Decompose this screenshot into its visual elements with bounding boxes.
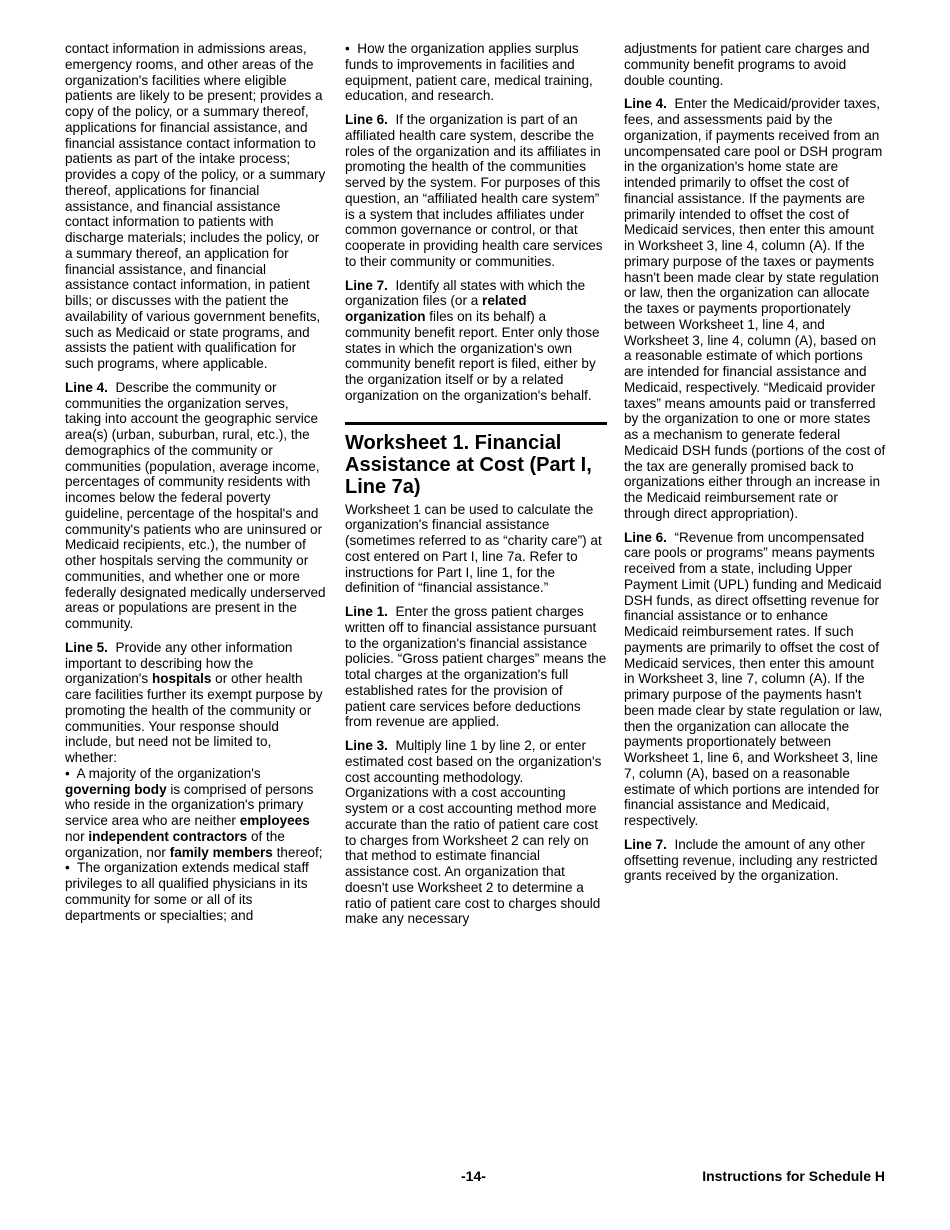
line-label: Line 7. — [345, 277, 388, 293]
line-label: Line 6. — [345, 112, 388, 127]
paragraph-continued: contact information in admissions areas, emergency rooms, and other areas of the organization's facilities where eligible patients are likely to be present; provides a copy of the policy, or a summary thereof, applications for financial assistance, and financial assistance contact information to patients as part of the intake process; provides a copy of the policy, or a summary thereof, applications for financial assistance, and financial assistance contact information to patients with discharge materials; includes the policy, or a summary thereof, an application for financial assistance, and financial assistance contact information, in patient bills; or discusses with the patient the availability of various government benefits, such as Medicaid or state programs, and assists the patient with qualification for such programs, where applicable. — [65, 41, 326, 371]
bullet-text: The organization extends medical staff privileges to all qualified physicians in its community for some or all of its departments or specialties; and — [65, 860, 309, 923]
line-text: Describe the community or communities the organization serves, taking into account the geographic service area(s) (urban, suburban, rural, etc.), the demographics of the community or communities (population, average income, percentages of community residents with incomes below the federal poverty guideline, percentage of the hospital's and community's patients who are uninsured or Medicaid recipients, etc.), the number of other hospitals serving the community or communities, and whether one or more federally designated medically underserved areas or populations are present in the community. — [65, 379, 326, 631]
line-label: Line 3. — [345, 738, 388, 753]
bullet-icon: • — [65, 860, 70, 876]
line-label: Line 5. — [65, 639, 108, 655]
paragraph-line-1 — [345, 604, 607, 730]
line-label: Line 4. — [624, 96, 667, 112]
paragraph-line-6 — [624, 530, 886, 829]
line-label: Line 7. — [624, 836, 667, 852]
paragraph-line-4 — [624, 96, 886, 521]
bullet-text: thereof; — [276, 844, 323, 860]
line-text: “Revenue from uncompensated care pools or programs” means payments received from a state, including Upper Payment Limit (UPL) funding and Medicaid DSH funds, as direct offsetting revenue for financial assistance or to enhance Medicaid reimbursement rates. If such payments are primarily to offset the cost of Medicaid services, then enter this amount in Worksheet 3, line 7, column (A). If the primary purpose of the payments hasn't been made clear by state regulation or law, then the organization can allocate the payments proportionately between Worksheet 1, line 6, and Worksheet 3, line 7, column (A), based on a reasonable estimate of which portions are intended for financial assistance and Medicaid, respectively. — [624, 529, 883, 828]
column-1 — [65, 41, 327, 931]
paragraph-line-3 — [345, 738, 607, 927]
bullet-icon: • — [65, 765, 70, 781]
document-title: Instructions for Schedule H — [702, 1168, 885, 1184]
bullet-item — [65, 860, 327, 923]
bullet-text: How the organization applies surplus funds to improvements in facilities and equipment, patient care, medical training, education, and research. — [345, 41, 593, 104]
line-text: Enter the Medicaid/provider taxes, fees, and assessments paid by the organization, if payments received from an uncompensated care pool or DSH program in the organization's home state are intended primarily to offset the cost of financial assistance. If the payments are primarily intended to offset the cost of Medicaid services, then enter this amount in Worksheet 3, line 4, column (A). If the primary purpose of the taxes or payments hasn't been made clear by state regulation or law, then the organization can allocate the taxes or payments proportionately between Worksheet 1, line 4, and Worksheet 3, line 4, column (A), based on a reasonable estimate of which portions are intended for financial assistance and Medicaid, respectively. “Medicaid provider taxes” means amounts paid or transferred by the organization to one or more states as a mechanism to generate federal Medicaid DSH funds (portions of the cost of the tax are generally promised back to organizations either through an increase in the Medicaid reimbursement rate or through direct appropriation). — [624, 96, 886, 521]
bullet-text: nor — [65, 828, 85, 844]
column-3 — [624, 41, 886, 892]
line-text: Multiply line 1 by line 2, or enter estimated cost based on the organization's cost accounting methodology. Organizations with a cost accounting system or a cost accounting method more accurate than the ratio of patient care cost to charges from Worksheet 2 can rely on that method to estimate financial assistance cost. An organization that doesn't use Worksheet 2 to determine a ratio of patient care cost to charges should make any necessary — [345, 738, 602, 927]
section-divider — [345, 422, 607, 425]
bold-term: independent contractors — [88, 828, 248, 844]
page-number: -14- — [461, 1168, 486, 1184]
bullet-item — [345, 41, 607, 104]
bullet-text: of the organization, nor — [65, 828, 285, 860]
bold-term: hospitals — [151, 671, 212, 687]
worksheet-intro: Worksheet 1 can be used to calculate the organization's financial assistance (sometimes referred to as “charity care”) at cost entered on Part I, line 7a. Refer to instructions for Part I, line 1, for the definition of “financial assistance.” — [345, 501, 602, 596]
paragraph-continued: adjustments for patient care charges and community benefit programs to avoid double counting. — [624, 41, 870, 88]
bold-term: related organization — [345, 293, 527, 324]
column-2 — [345, 41, 607, 935]
section-heading: Worksheet 1. Financial Assistance at Cost (Part I, Line 7a) — [345, 431, 592, 498]
bullet-item — [65, 766, 327, 861]
bold-term: family members — [169, 844, 273, 860]
bold-term: employees — [239, 813, 310, 828]
paragraph-line-5 — [65, 640, 327, 766]
line-text: Enter the gross patient charges written off to financial assistance pursuant to the organization's financial assistance policies. “Gross patient charges” means the total charges at the organization's full established rates for the provision of patient care services before deductions from revenue are applied. — [345, 604, 607, 730]
line-text: Include the amount of any other offsetting revenue, including any restricted grants received by the organization. — [624, 836, 878, 884]
line-label: Line 6. — [624, 529, 667, 545]
line-text: Identify all states with which the organization files (or a — [345, 277, 586, 309]
bullet-icon: • — [345, 41, 350, 56]
bullet-text: A majority of the organization's — [76, 765, 261, 781]
line-label: Line 4. — [65, 379, 108, 395]
paragraph-line-6 — [345, 112, 607, 270]
line-text: If the organization is part of an affiliated health care system, describe the roles of the organization and its affiliates in promoting the health of the communities served by the system. For purposes of this question, an “affiliated health care system” is a system that includes affiliates under common governance or control, or that cooperate in providing health care services to their community or communities. — [345, 112, 603, 269]
bullet-text: is comprised of persons who reside in the organization's primary service area who are neither — [65, 781, 314, 828]
line-text: Provide any other information important to describing how the organization's — [65, 639, 293, 687]
bold-term: governing body — [65, 781, 167, 797]
paragraph-line-4 — [65, 380, 327, 632]
line-label: Line 1. — [345, 604, 388, 619]
line-text: or other health care facilities further its exempt purpose by promoting the health of the community or communities. Your response should include, but need not be limited to, whether: — [65, 671, 323, 765]
paragraph-line-7 — [624, 837, 886, 884]
line-text: files on its behalf) a community benefit report. Enter only those states in which the organization's own community benefit report is filed, either by the organization itself or by a related organization on the organization's behalf. — [345, 309, 600, 403]
paragraph-line-7 — [345, 278, 607, 404]
